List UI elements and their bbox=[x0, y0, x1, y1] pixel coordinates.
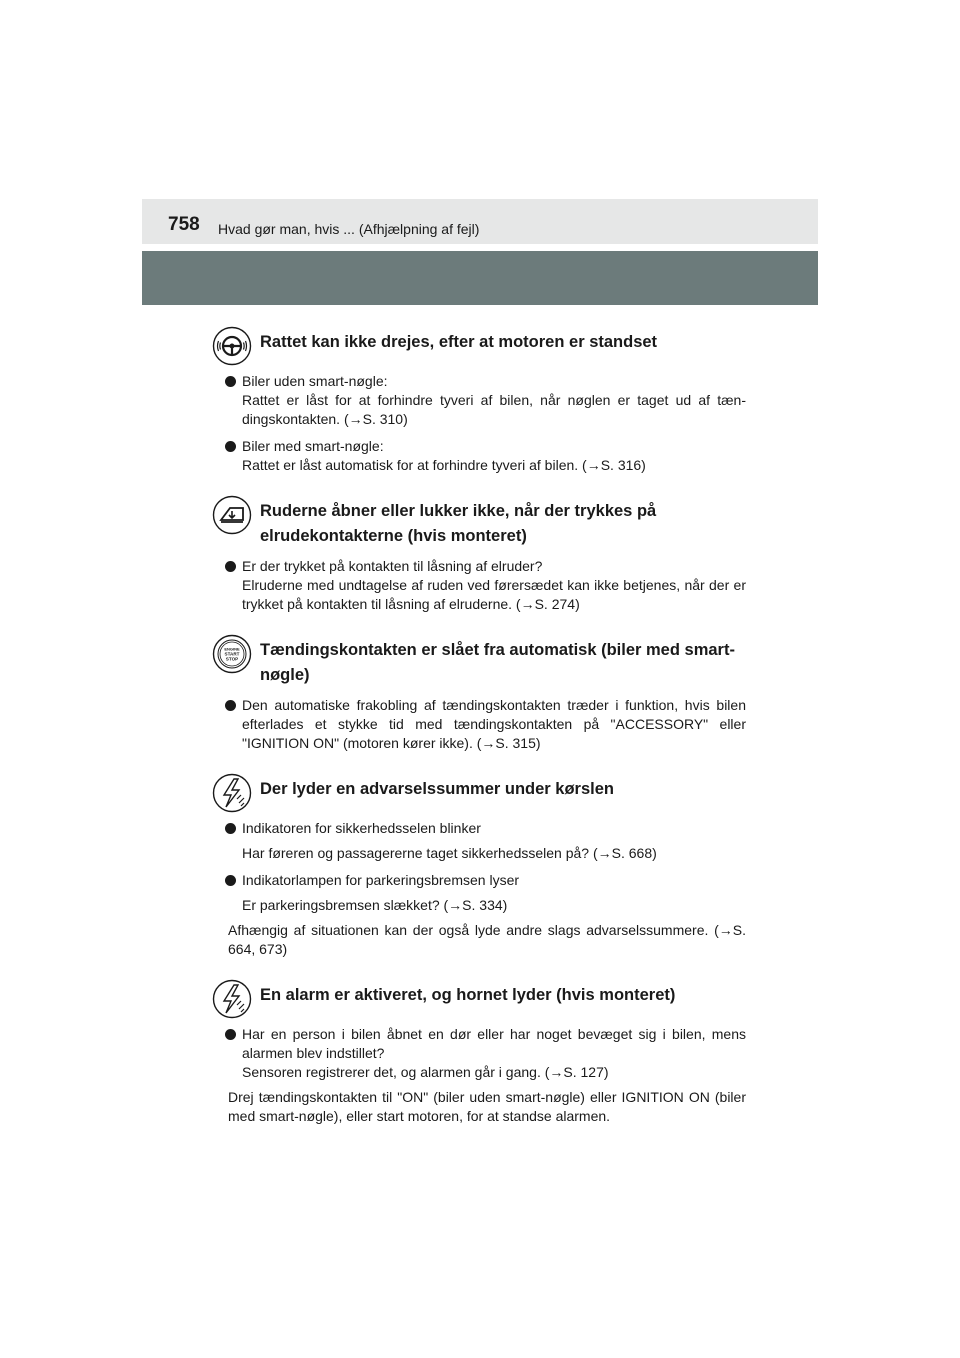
bullet-dot bbox=[225, 823, 236, 834]
section-buzzer bbox=[212, 767, 746, 959]
bullet-text: Har føreren og passagererne taget sikkerhedsselen på? (→S. 668) bbox=[242, 845, 657, 861]
section-heading bbox=[212, 320, 746, 364]
section-ignition bbox=[212, 628, 746, 753]
bullet-dot bbox=[225, 561, 236, 572]
list-item bbox=[212, 871, 746, 915]
engine-start-stop-icon bbox=[212, 634, 252, 674]
bullet-dot bbox=[225, 376, 236, 387]
section-heading bbox=[212, 628, 746, 688]
note-text: Afhængig af situationen kan der også lyde andre slags advarselssummere. (→S. 664, 673) bbox=[228, 922, 746, 957]
bullet-lead: Biler uden smart-nøgle: bbox=[242, 373, 388, 389]
section-banner bbox=[142, 251, 818, 305]
running-title: Hvad gør man, hvis ... (Afhjælpning af fejl) bbox=[218, 221, 480, 237]
section-title: Tændingskontakten er slået fra automatisk (biler med smart-nøgle) bbox=[260, 641, 735, 684]
bullet-text: Rattet er låst for at forhindre tyveri af bilen, når nøglen er taget ud af tæn-dingskontakten. (→S. 310) bbox=[242, 392, 746, 427]
list-item bbox=[212, 437, 746, 475]
list-item bbox=[212, 696, 746, 753]
alarm-buzzer-icon bbox=[212, 773, 252, 813]
page-content bbox=[212, 320, 746, 1126]
section-steering bbox=[212, 320, 746, 475]
section-title: Rattet kan ikke drejes, efter at motoren er standset bbox=[260, 333, 658, 351]
bullet-dot bbox=[225, 441, 236, 452]
list-item bbox=[212, 1025, 746, 1082]
icon-label: START bbox=[224, 651, 240, 657]
bullet-lead: Indikatoren for sikkerhedsselen blinker bbox=[242, 820, 481, 836]
list-item bbox=[212, 819, 746, 863]
list-item bbox=[212, 557, 746, 614]
note-text: Drej tændingskontakten til "ON" (biler uden smart-nøgle) eller IGNITION ON (biler med smart-nøgle), eller start motoren, for at standse alarmen. bbox=[228, 1089, 746, 1124]
bullet-lead: Er der trykket på kontakten til låsning af elruder? bbox=[242, 558, 543, 574]
bullet-text: Sensoren registrerer det, og alarmen går i gang. (→S. 127) bbox=[242, 1064, 609, 1080]
section-title: En alarm er aktiveret, og hornet lyder (hvis monteret) bbox=[260, 986, 676, 1004]
bullet-lead: Har en person i bilen åbnet en dør eller har noget bevæget sig i bilen, mens alarmen blev indstillet? bbox=[242, 1026, 746, 1061]
section-heading bbox=[212, 973, 746, 1017]
section-power-windows bbox=[212, 489, 746, 614]
bullet-text: Den automatiske frakobling af tændingskontakten træder i funktion, hvis bilen efterlades et stykke tid med tændingskontakten på "ACCESSORY" eller "IGNITION ON" (motoren kører ikke). (→S. 315) bbox=[242, 697, 746, 751]
section-title: Der lyder en advarselssummer under kørslen bbox=[260, 780, 614, 798]
alarm-horn-icon bbox=[212, 979, 252, 1019]
icon-label: STOP bbox=[225, 656, 239, 662]
steering-wheel-icon bbox=[212, 326, 252, 366]
page-number: 758 bbox=[168, 214, 200, 235]
icon-label: ENGINE bbox=[224, 646, 240, 652]
list-item bbox=[212, 372, 746, 429]
bullet-dot bbox=[225, 700, 236, 711]
section-heading bbox=[212, 489, 746, 549]
bullet-text: Er parkeringsbremsen slækket? (→S. 334) bbox=[242, 897, 508, 913]
bullet-text: Rattet er låst automatisk for at forhindre tyveri af bilen. (→S. 316) bbox=[242, 457, 646, 473]
section-alarm bbox=[212, 973, 746, 1126]
bullet-lead: Indikatorlampen for parkeringsbremsen lyser bbox=[242, 872, 520, 888]
bullet-dot bbox=[225, 1029, 236, 1040]
section-title: Ruderne åbner eller lukker ikke, når der trykkes på elrudekontakterne (hvis monteret) bbox=[260, 502, 657, 545]
section-heading bbox=[212, 767, 746, 811]
bullet-lead: Biler med smart-nøgle: bbox=[242, 438, 384, 454]
bullet-text: Elruderne med undtagelse af ruden ved førersædet kan ikke betjenes, når der er trykket på kontakten til låsning af elruderne. (→S. 274) bbox=[242, 577, 746, 612]
bullet-dot bbox=[225, 875, 236, 886]
power-window-icon bbox=[212, 495, 252, 535]
